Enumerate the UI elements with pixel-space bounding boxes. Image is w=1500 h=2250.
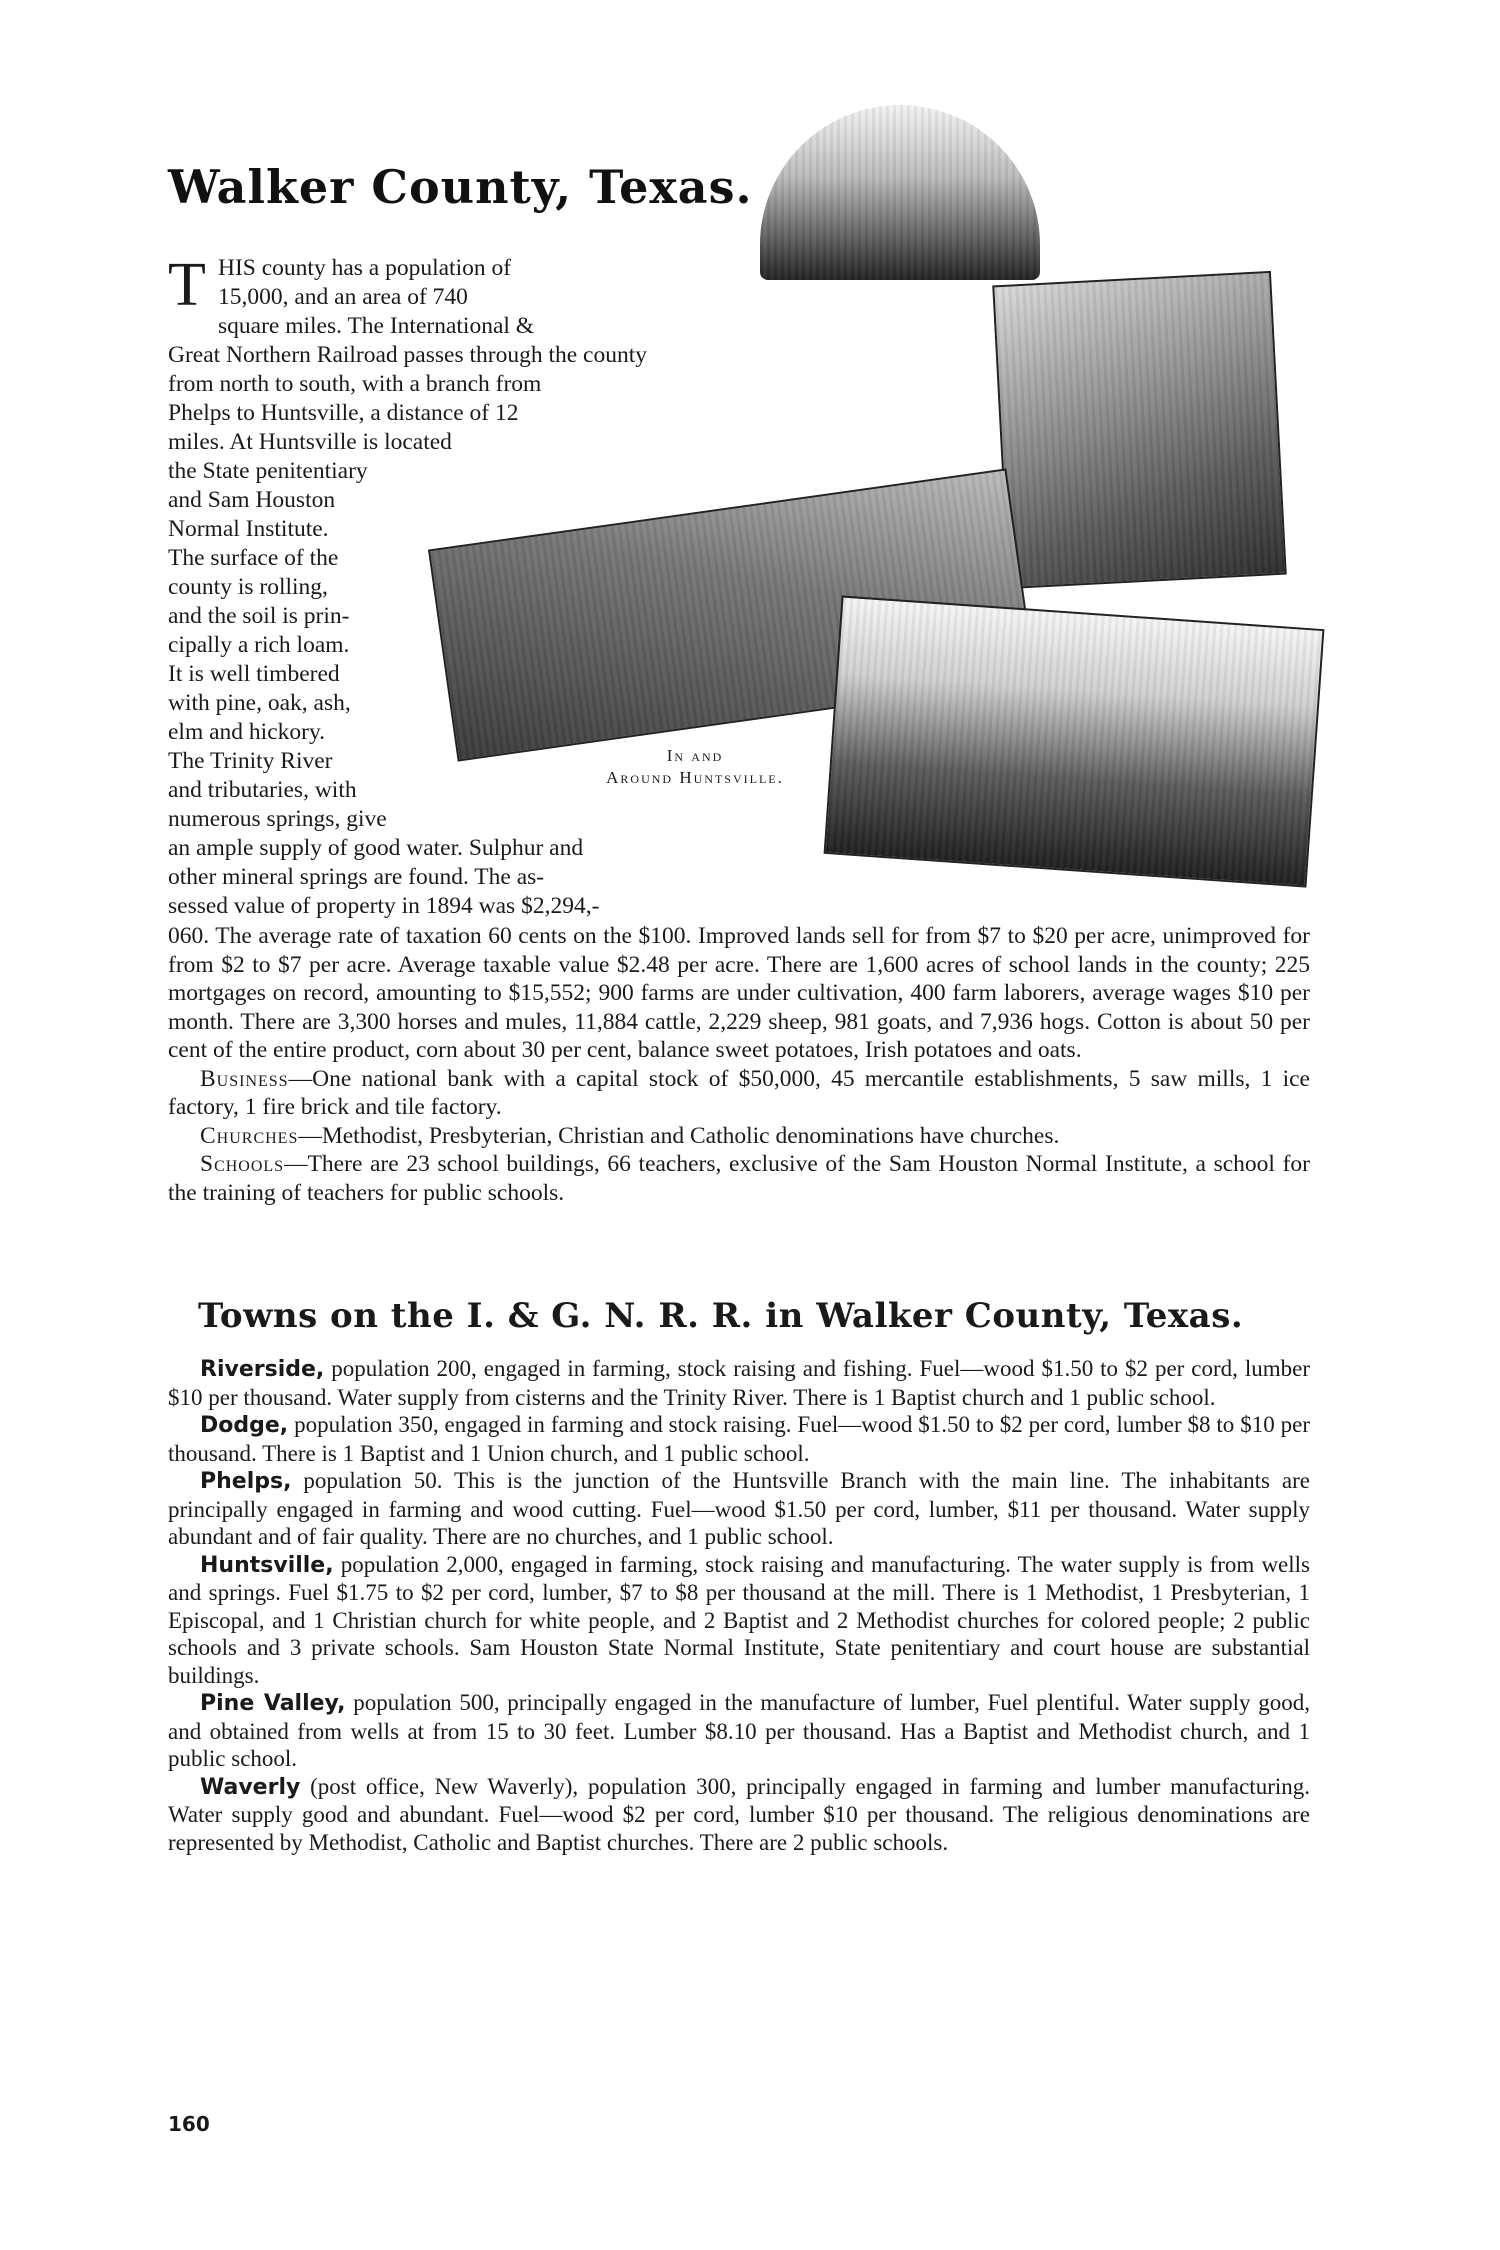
intro-line: cipally a rich loam. xyxy=(168,632,350,658)
page-title: Walker County, Texas. xyxy=(168,160,753,214)
intro-line: an ample supply of good water. Sulphur and xyxy=(168,835,584,861)
churches-text: —Methodist, Presbyterian, Christian and Catholic denominations have churches. xyxy=(298,1122,1060,1149)
town-entry xyxy=(168,1551,1310,1690)
schools-paragraph xyxy=(168,1150,1310,1207)
town-name: Pine Valley, xyxy=(200,1691,346,1716)
intro-line: and the soil is prin- xyxy=(168,603,350,629)
churches-label: Churches xyxy=(200,1122,299,1149)
body-section xyxy=(168,922,1310,1207)
town-entry xyxy=(168,1411,1310,1467)
intro-line: Normal Institute. xyxy=(168,516,329,542)
town-text: population 50. This is the junction of the Huntsville Branch with the main line. The inhabitants are principally engaged in farming and wood cutting. Fuel—wood $1.50 per cord, lumber, $11 per thousand. Water supply abundant and of fair quality. There are no churches, and 1 public school. xyxy=(168,1468,1310,1549)
town-name: Riverside, xyxy=(200,1357,325,1382)
intro-line: HIS county has a population of xyxy=(218,255,512,281)
caption-line-1: In and xyxy=(666,746,724,765)
intro-line: other mineral springs are found. The as- xyxy=(168,864,545,890)
churches-paragraph xyxy=(168,1122,1310,1151)
intro-line: sessed value of property in 1894 was $2,294,- xyxy=(168,893,600,919)
towns-heading: Towns on the I. & G. N. R. R. in Walker County, Texas. xyxy=(198,1296,1244,1336)
town-name: Dodge, xyxy=(200,1413,289,1438)
intro-line: Phelps to Huntsville, a distance of 12 xyxy=(168,400,519,426)
town-text: population 2,000, engaged in farming, stock raising and manufacturing. The water supply is from wells and springs. Fuel $1.75 to $2 per cord, lumber, $7 to $8 per thousand at the mill. There is 1 Methodist, 1 Presbyterian, 1 Episcopal, and 1 Christian church for white people, and 2 Baptist and 2 Methodist churches for colored people; 2 public schools and 3 private schools. Sam Houston State Normal Institute, State penitentiary and court house are substantial buildings. xyxy=(168,1551,1310,1688)
intro-continuation: 060. The average rate of taxation 60 cents on the $100. Improved lands sell for from $7 to $20 per acre, unimproved for from $2 to $7 per acre. Average taxable value $2.48 per acre. There are 1,600 acres of school lands in the county; 225 mortgages on record, amounting to $15,552; 900 farms are under cultivation, 400 farm laborers, average wages $10 per month. There are 3,300 horses and mules, 11,884 cattle, 2,229 sheep, 981 goats, and 7,936 hogs. Cotton is about 50 per cent of the entire product, corn about 30 per cent, balance sweet potatoes, Irish potatoes and oats. xyxy=(168,923,1310,1063)
schools-text: —There are 23 school buildings, 66 teachers, exclusive of the Sam Houston Normal Institute, a school for the training of teachers for public schools. xyxy=(168,1151,1310,1206)
town-text: population 350, engaged in farming and stock raising. Fuel—wood $1.50 to $2 per cord, lumber $8 to $10 per thousand. There is 1 Baptist and 1 Union church, and 1 public school. xyxy=(168,1412,1310,1466)
intro-line: miles. At Huntsville is located xyxy=(168,429,452,455)
town-entry xyxy=(168,1467,1310,1551)
town-text: population 200, engaged in farming, stock raising and fishing. Fuel—wood $1.50 to $2 per cord, lumber $10 per thousand. Water supply from cisterns and the Trinity River. There is 1 Baptist church and 1 public school. xyxy=(168,1356,1310,1410)
business-label: Business xyxy=(200,1065,289,1092)
caption-line-2: Around Huntsville. xyxy=(606,768,784,787)
business-paragraph xyxy=(168,1065,1310,1122)
town-name: Phelps, xyxy=(200,1469,292,1494)
intro-line: numerous springs, give xyxy=(168,806,387,832)
towns-list xyxy=(168,1355,1310,1856)
mansion-photo xyxy=(992,271,1287,589)
town-entry xyxy=(168,1689,1310,1773)
schools-label: Schools xyxy=(200,1151,285,1177)
intro-line: 15,000, and an area of 740 xyxy=(218,284,468,310)
intro-line: elm and hickory. xyxy=(168,719,326,745)
town-entry xyxy=(168,1773,1310,1857)
town-name: Waverly xyxy=(200,1774,301,1800)
town-text: (post office, New Waverly), population 300, principally engaged in farming and lumber manufacturing. Water supply good and abundant. Fuel—wood $2 per cord, lumber $10 per thousand. The religious denominations are represented by Methodist, Catholic and Baptist churches. There are 2 public schools. xyxy=(168,1773,1310,1855)
intro-line: Great Northern Railroad passes through the county xyxy=(168,342,648,368)
intro-line: from north to south, with a branch from xyxy=(168,371,542,397)
intro-line: the State penitentiary xyxy=(168,458,368,484)
intro-line: square miles. The International & xyxy=(218,313,535,339)
intro-line: county is rolling, xyxy=(168,574,328,600)
photo-caption xyxy=(560,745,830,789)
town-text: population 500, principally engaged in the manufacture of lumber, Fuel plentiful. Water supply good, and obtained from wells at from 15 to 30 feet. Lumber $8.10 per thousand. Has a Baptist and Methodist church, and 1 public school. xyxy=(168,1690,1310,1771)
page-number: 160 xyxy=(168,2112,210,2136)
intro-line: and tributaries, with xyxy=(168,777,357,803)
intro-line: The Trinity River xyxy=(168,748,333,774)
intro-line: with pine, oak, ash, xyxy=(168,690,351,716)
intro-line: The surface of the xyxy=(168,545,339,571)
town-entry xyxy=(168,1355,1310,1411)
town-name: Huntsville, xyxy=(200,1552,334,1578)
house-photo-top xyxy=(760,105,1040,280)
landscape-photo xyxy=(824,595,1325,887)
intro-line: and Sam Houston xyxy=(168,487,336,513)
intro-line: It is well timbered xyxy=(168,661,340,687)
drop-cap: T xyxy=(168,251,206,319)
business-text: —One national bank with a capital stock of $50,000, 45 mercantile establishments, 5 saw mills, 1 ice factory, 1 fire brick and tile factory. xyxy=(168,1065,1310,1120)
